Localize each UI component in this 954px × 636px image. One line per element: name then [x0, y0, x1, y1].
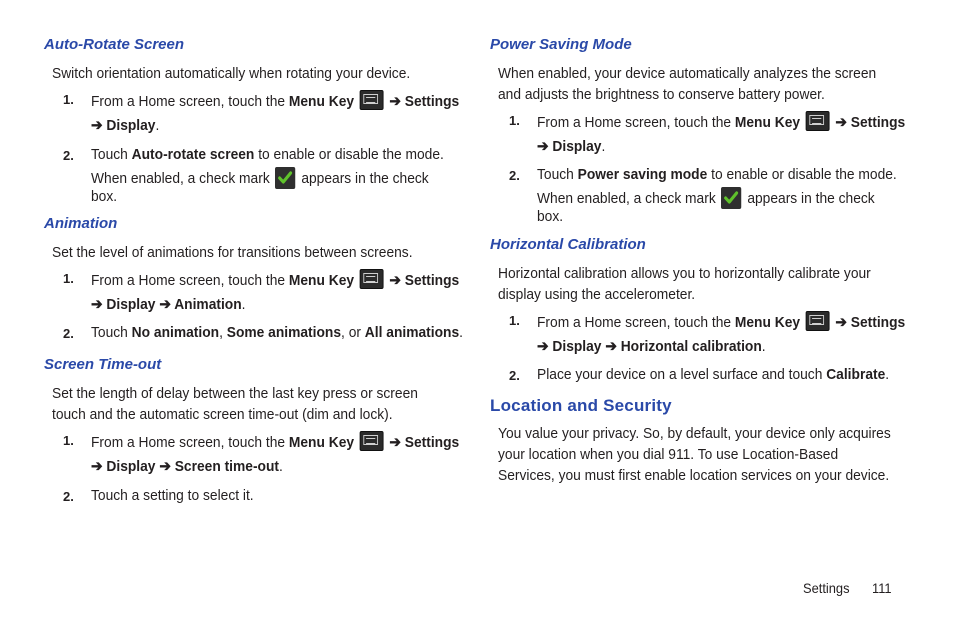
step-text: Touch [91, 146, 132, 163]
step-text: From a Home screen, touch the [537, 314, 735, 331]
menu-key-label: Menu Key [288, 272, 355, 289]
display-path: ➔ Display ➔ Horizontal calibration [537, 338, 762, 355]
display-path: ➔ Display ➔ Animation [91, 296, 242, 313]
step-number: 1. [509, 113, 520, 128]
menu-key-label: Menu Key [734, 114, 801, 131]
step-text: When enabled, a check mark [537, 190, 716, 207]
power-saving-step1-line1 [537, 111, 905, 131]
step-number: 1. [63, 92, 74, 107]
location-security-line2: your location when you dial 911. To use Location-Based [498, 446, 839, 463]
step-number: 2. [63, 326, 74, 341]
step-number: 2. [63, 489, 74, 504]
animation-heading: Animation [44, 215, 118, 232]
horizontal-calibration-intro-line1: Horizontal calibration allows you to horizontally calibrate your [498, 265, 871, 282]
calibrate-option: Calibrate [826, 366, 886, 383]
screen-timeout-step2: Touch a setting to select it. [91, 487, 254, 504]
step-text: From a Home screen, touch the [91, 93, 289, 110]
period: . [279, 458, 283, 475]
screen-timeout-intro-line2: touch and the automatic screen time-out (dim and lock). [52, 406, 393, 423]
step-number: 2. [509, 168, 520, 183]
display-path: ➔ Display [537, 138, 602, 155]
auto-rotate-step2-line2 [91, 167, 429, 189]
option-some-animations: Some animations [226, 324, 342, 341]
power-saving-step2-line2 [537, 187, 875, 209]
step-number: 1. [63, 433, 74, 448]
step-text: Touch [91, 324, 132, 341]
auto-rotate-step1-line1 [91, 90, 459, 110]
menu-key-label: Menu Key [734, 314, 801, 331]
screen-timeout-intro-line1: Set the length of delay between the last key press or screen [52, 385, 418, 402]
animation-intro: Set the level of animations for transitions between screens. [52, 244, 413, 261]
settings-path: ➔ Settings [389, 434, 460, 451]
step-text: appears in the check [747, 190, 875, 207]
footer-section-name: Settings [803, 580, 850, 596]
menu-key-label: Menu Key [288, 434, 355, 451]
period: . [459, 324, 463, 341]
period: . [601, 138, 606, 155]
settings-path: ➔ Settings [389, 272, 460, 289]
screen-timeout-heading: Screen Time-out [44, 356, 162, 373]
menu-key-icon [360, 269, 384, 289]
period: . [761, 338, 766, 355]
auto-rotate-intro: Switch orientation automatically when rotating your device. [52, 65, 411, 82]
period: . [885, 366, 890, 383]
step-text: to enable or disable the mode. [254, 146, 444, 163]
separator: , [219, 324, 227, 341]
step-number: 2. [509, 368, 520, 383]
power-saving-heading: Power Saving Mode [490, 36, 632, 53]
settings-path: ➔ Settings [835, 114, 906, 131]
settings-path: ➔ Settings [389, 93, 460, 110]
auto-rotate-step1-line2 [91, 116, 159, 134]
display-path: ➔ Display ➔ Screen time-out [91, 458, 280, 475]
step-text: to enable or disable the mode. [707, 166, 897, 183]
menu-key-label: Menu Key [288, 93, 355, 110]
power-saving-intro-line2: and adjusts the brightness to conserve battery power. [498, 86, 825, 103]
step-text: Place your device on a level surface and touch [537, 366, 827, 383]
location-security-line1: You value your privacy. So, by default, your device only acquires [498, 425, 891, 442]
auto-rotate-heading: Auto-Rotate Screen [44, 36, 185, 53]
animation-step2 [91, 324, 463, 341]
step-number: 1. [63, 271, 74, 286]
auto-rotate-step2-line1 [91, 146, 444, 163]
screen-timeout-step1-line1 [91, 431, 459, 451]
option-all-animations: All animations [364, 324, 460, 341]
period: . [155, 117, 160, 134]
horizontal-calibration-intro-line2: display using the accelerometer. [498, 286, 696, 303]
animation-step1-line1 [91, 269, 459, 289]
step-text: From a Home screen, touch the [537, 114, 735, 131]
horizontal-calibration-step1-line1 [537, 311, 905, 331]
horizontal-calibration-step2 [537, 366, 889, 383]
menu-key-icon [806, 311, 830, 331]
horizontal-calibration-heading: Horizontal Calibration [490, 236, 646, 253]
page-number: 111 [872, 580, 892, 596]
step-text: Touch [537, 166, 578, 183]
animation-step1-line2 [91, 295, 246, 313]
step-text: From a Home screen, touch the [91, 272, 289, 289]
auto-rotate-step2-line3: box. [91, 188, 118, 205]
option-no-animation: No animation [131, 324, 220, 341]
check-mark-icon [275, 167, 295, 189]
menu-key-icon [806, 111, 830, 131]
menu-key-icon [360, 431, 384, 451]
location-security-line3: Services, you must first enable location services on your device. [498, 467, 890, 484]
power-saving-option: Power saving mode [577, 166, 708, 183]
step-number: 2. [63, 148, 74, 163]
power-saving-step2-line3: box. [537, 208, 564, 225]
menu-key-icon [360, 90, 384, 110]
auto-rotate-option: Auto-rotate screen [131, 146, 255, 163]
horizontal-calibration-step1-line2 [537, 337, 766, 355]
settings-path: ➔ Settings [835, 314, 906, 331]
power-saving-intro-line1: When enabled, your device automatically analyzes the screen [498, 65, 877, 82]
display-path: ➔ Display [91, 117, 156, 134]
location-security-heading: Location and Security [490, 396, 672, 415]
power-saving-step1-line2 [537, 137, 605, 155]
power-saving-step2-line1 [537, 166, 897, 183]
step-text: From a Home screen, touch the [91, 434, 289, 451]
period: . [241, 296, 246, 313]
separator: , or [341, 324, 365, 341]
step-text: When enabled, a check mark [91, 170, 270, 187]
screen-timeout-step1-line2 [91, 457, 283, 475]
step-number: 1. [509, 313, 520, 328]
check-mark-icon [721, 187, 741, 209]
step-text: appears in the check [301, 170, 429, 187]
